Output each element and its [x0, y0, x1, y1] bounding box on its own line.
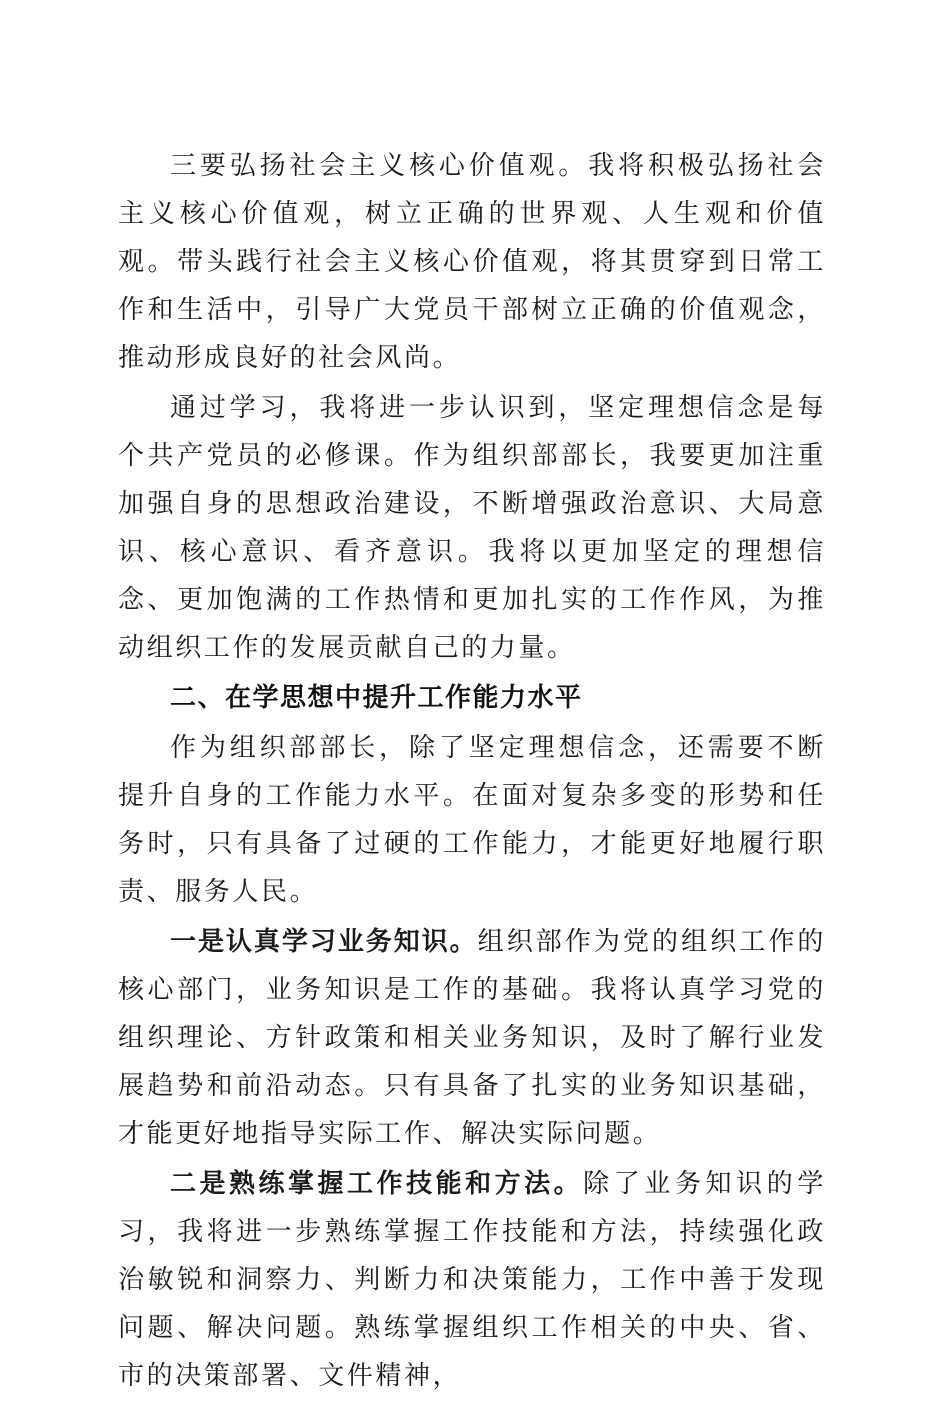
paragraph-text: 组织部作为党的组织工作的核心部门，业务知识是工作的基础。我将认真学习党的组织理论、方针政策和相关业务知识，及时了解行业发展趋势和前沿动态。只有具备了扎实的业务知识基础，才能更好地指导实际工作、解决实际问题。	[118, 927, 826, 1149]
paragraph-lead: 二是熟练掌握工作技能和方法。	[170, 1169, 584, 1199]
section-heading: 二、在学思想中提升工作能力水平	[170, 683, 583, 713]
document-body	[118, 142, 826, 1402]
paragraph-text: 除了业务知识的学习，我将进一步熟练掌握工作技能和方法，持续强化政治敏锐和洞察力、判断力和决策能力，工作中善于发现问题、解决问题。熟练掌握组织工作相关的中央、省、市的决策部署、文件精神，	[118, 1169, 826, 1391]
paragraph-business-knowledge	[118, 918, 826, 1158]
paragraph-text: 三要弘扬社会主义核心价值观。我将积极弘扬社会主义核心价值观，树立正确的世界观、人生观和价值观。带头践行社会主义核心价值观，将其贯穿到日常工作和生活中，引导广大党员干部树立正确的价值观念，推动形成良好的社会风尚。	[118, 151, 826, 373]
paragraph-lead: 一是认真学习业务知识。	[170, 927, 478, 957]
paragraph-work-skills	[118, 1160, 826, 1400]
paragraph-text: 作为组织部部长，除了坚定理想信念，还需要不断提升自身的工作能力水平。在面对复杂多变的形势和任务时，只有具备了过硬的工作能力，才能更好地履行职责、服务人民。	[118, 733, 826, 907]
paragraph-ability-intro	[118, 724, 826, 916]
paragraph-text: 通过学习，我将进一步认识到，坚定理想信念是每个共产党员的必修课。作为组织部部长，我要更加注重加强自身的思想政治建设，不断增强政治意识、大局意识、核心意识、看齐意识。我将以更加坚定的理想信念、更加饱满的工作热情和更加扎实的工作作风，为推动组织工作的发展贡献自己的力量。	[118, 393, 826, 663]
paragraph-ideals-belief	[118, 384, 826, 672]
paragraph-core-values	[118, 142, 826, 382]
